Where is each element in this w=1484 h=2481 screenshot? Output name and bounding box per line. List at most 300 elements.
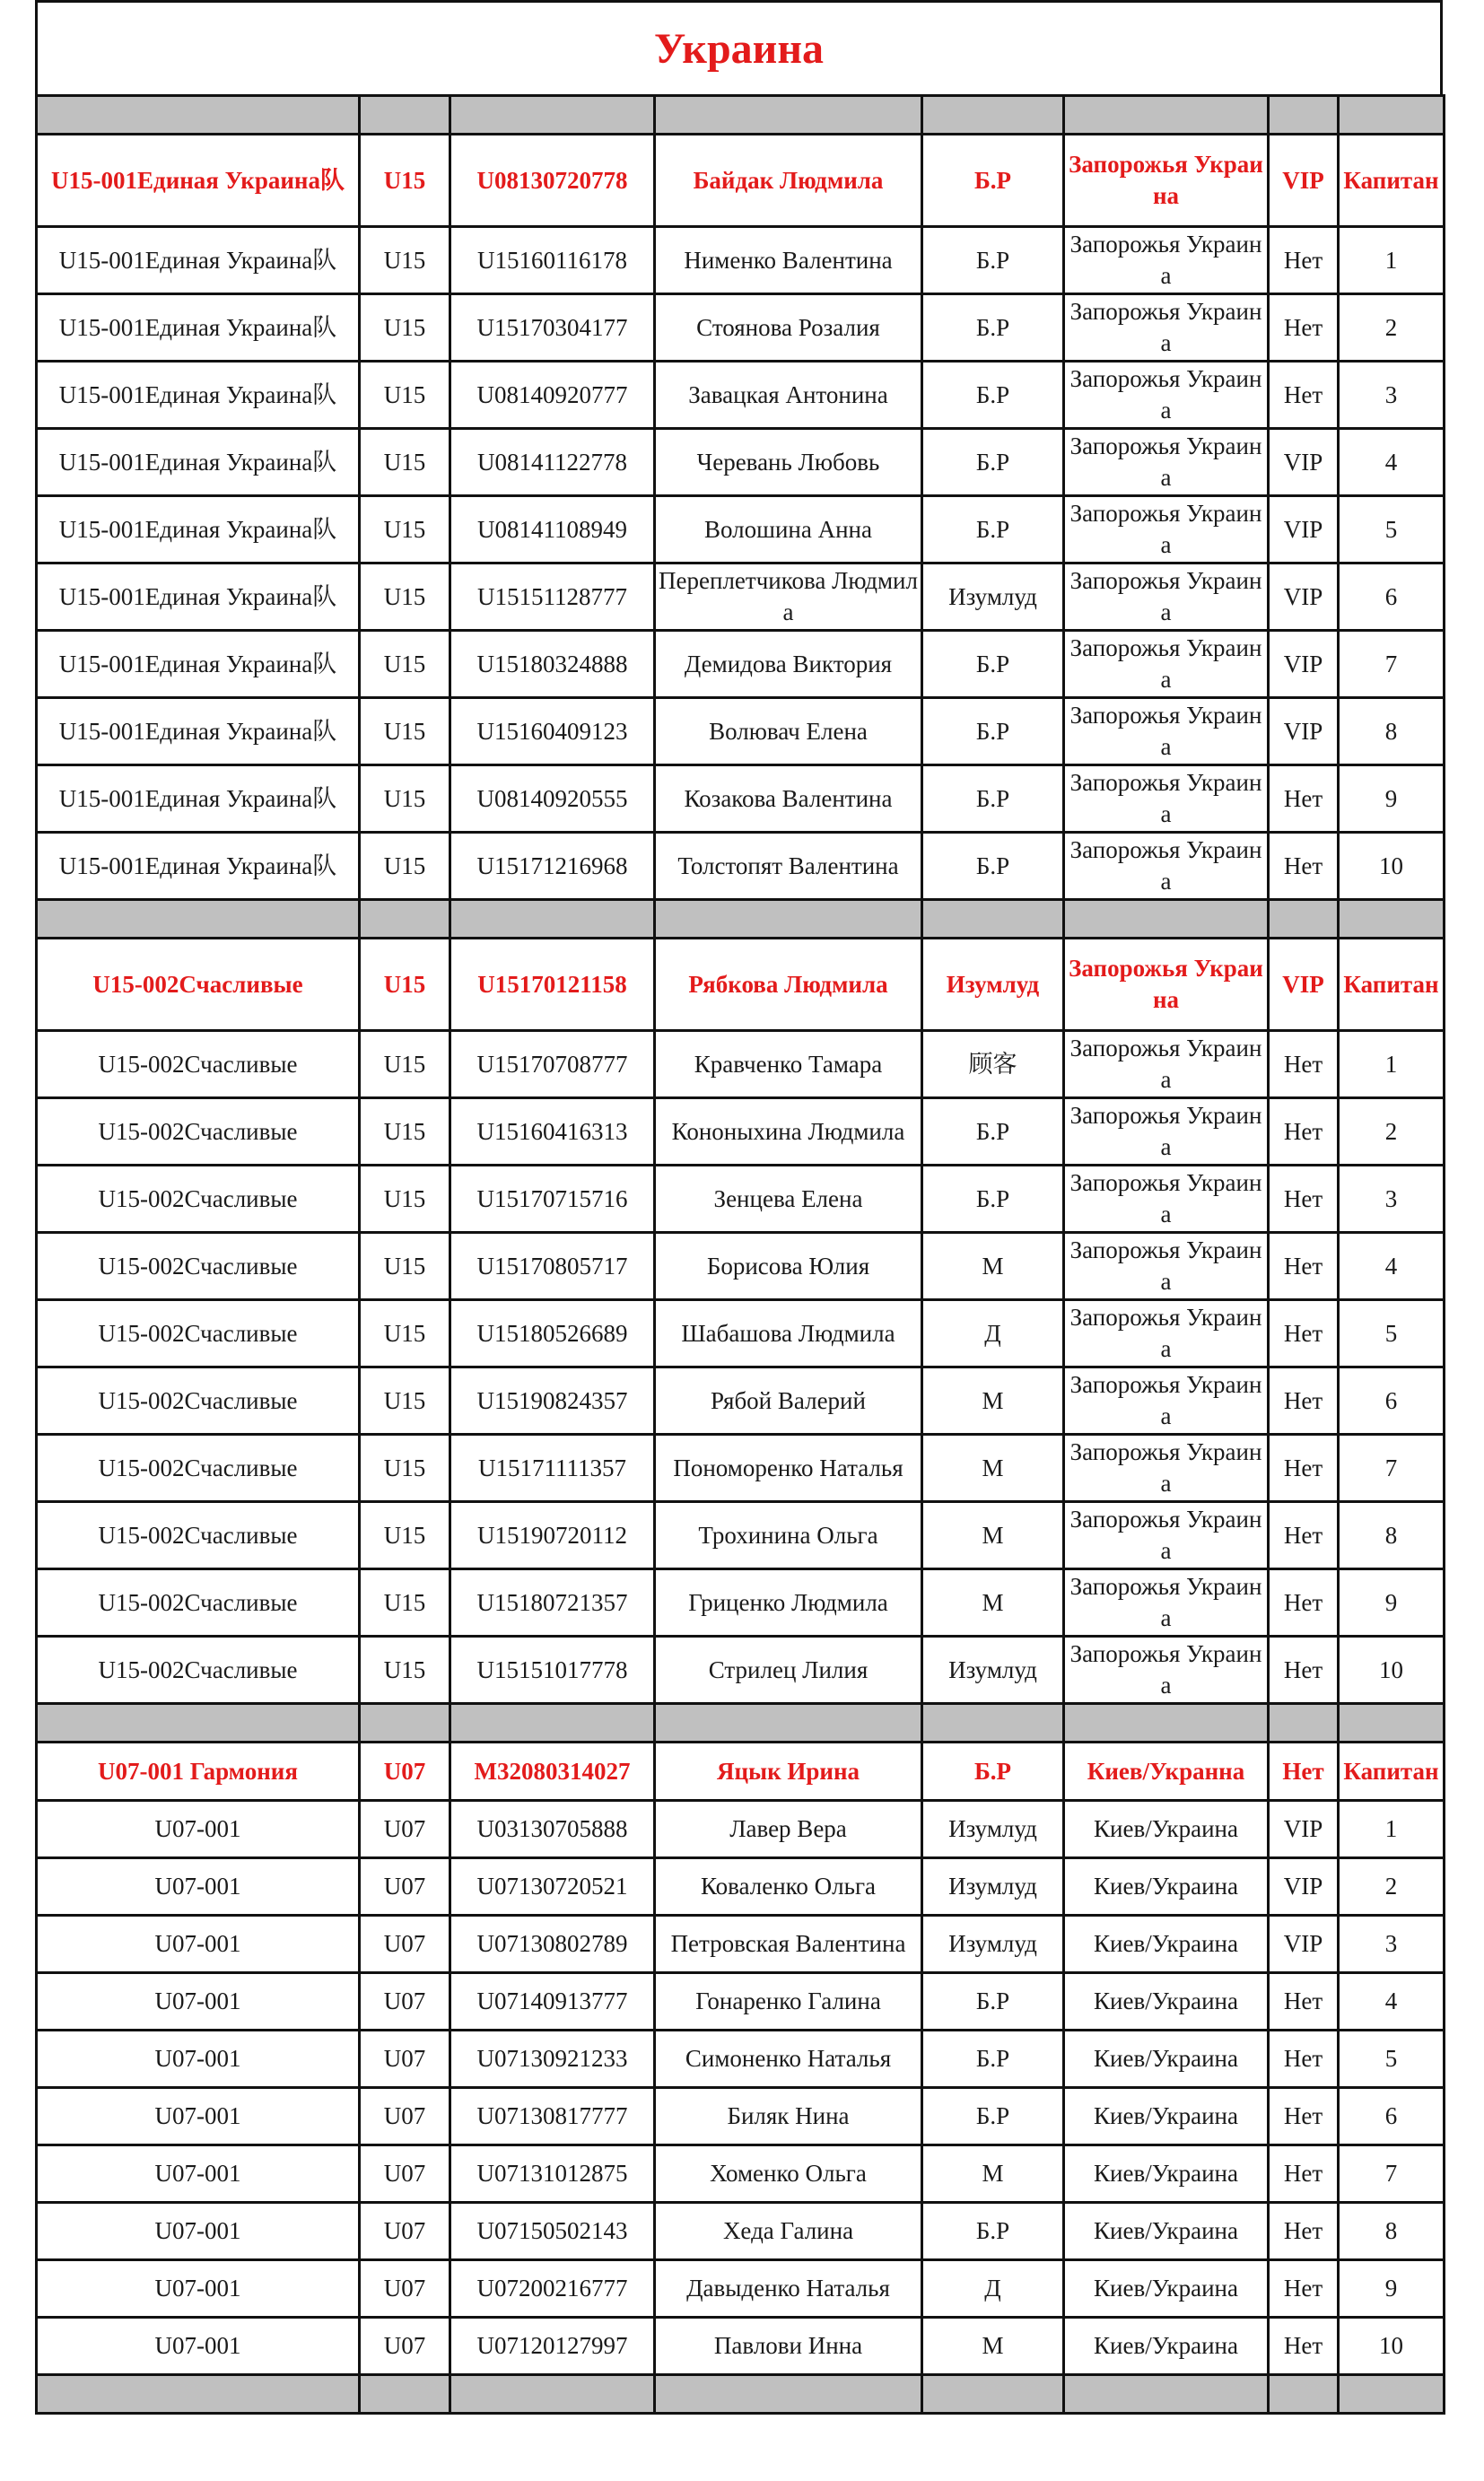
cell-id: U15160409123 xyxy=(450,698,655,765)
cell-id: U15170715716 xyxy=(450,1166,655,1233)
cell-role: 3 xyxy=(1339,362,1445,429)
cell-name: Павлови Инна xyxy=(655,2318,922,2375)
cell-id: U15170304177 xyxy=(450,294,655,362)
member-row xyxy=(37,2203,1445,2260)
cell-name: Козакова Валентина xyxy=(655,765,922,833)
cell-name: Шабашова Людмила xyxy=(655,1300,922,1367)
cell-id: U15190720112 xyxy=(450,1502,655,1569)
member-row xyxy=(37,2318,1445,2375)
cell-team: U15-002Счасливые xyxy=(37,1367,360,1435)
cell-code: U15 xyxy=(360,294,450,362)
cell-code: U07 xyxy=(360,1973,450,2031)
cell-code: U07 xyxy=(360,1916,450,1973)
cell-team: U15-002Счасливые xyxy=(37,1233,360,1300)
cell-rank: Б.Р xyxy=(922,1098,1064,1166)
cell-name: Лавер Вера xyxy=(655,1801,922,1858)
cell-city: Киев/Украина xyxy=(1064,2318,1269,2375)
cell-vip: Нет xyxy=(1269,1031,1339,1098)
member-row xyxy=(37,1166,1445,1233)
cell-role: Капитан xyxy=(1339,939,1445,1031)
cell-vip: Нет xyxy=(1269,362,1339,429)
cell-role: 4 xyxy=(1339,429,1445,496)
member-row xyxy=(37,1569,1445,1637)
cell-name: Черевань Любовь xyxy=(655,429,922,496)
cell-vip: Нет xyxy=(1269,1743,1339,1801)
captain-row xyxy=(37,135,1445,227)
cell-vip: Нет xyxy=(1269,1435,1339,1502)
cell-id: U15180721357 xyxy=(450,1569,655,1637)
cell-team: U07-001 xyxy=(37,1858,360,1916)
cell-rank: Изумлуд xyxy=(922,563,1064,631)
cell-city: Запорожья Украина xyxy=(1064,1233,1269,1300)
cell-id: U07200216777 xyxy=(450,2260,655,2318)
member-row xyxy=(37,1973,1445,2031)
cell-code: U07 xyxy=(360,2031,450,2088)
member-row xyxy=(37,429,1445,496)
cell-vip: Нет xyxy=(1269,2031,1339,2088)
cell-id: U15171216968 xyxy=(450,833,655,900)
member-row xyxy=(37,1801,1445,1858)
cell-name: Хеда Галина xyxy=(655,2203,922,2260)
captain-row xyxy=(37,1743,1445,1801)
separator-cell xyxy=(37,96,360,135)
cell-vip: Нет xyxy=(1269,1502,1339,1569)
member-row xyxy=(37,1367,1445,1435)
cell-vip: VIP xyxy=(1269,1916,1339,1973)
cell-vip: Нет xyxy=(1269,2260,1339,2318)
cell-code: U07 xyxy=(360,1858,450,1916)
cell-code: U07 xyxy=(360,1801,450,1858)
cell-code: U15 xyxy=(360,1098,450,1166)
cell-rank: М xyxy=(922,1367,1064,1435)
cell-id: U03130705888 xyxy=(450,1801,655,1858)
cell-name: Борисова Юлия xyxy=(655,1233,922,1300)
cell-team: U07-001 xyxy=(37,1973,360,2031)
cell-name: Хоменко Ольга xyxy=(655,2145,922,2203)
cell-vip: VIP xyxy=(1269,939,1339,1031)
cell-id: U07150502143 xyxy=(450,2203,655,2260)
captain-row xyxy=(37,939,1445,1031)
cell-role: 3 xyxy=(1339,1916,1445,1973)
page-title: Украина xyxy=(35,0,1443,94)
cell-role: 2 xyxy=(1339,1858,1445,1916)
member-row xyxy=(37,1637,1445,1704)
cell-city: Запорожья Украина xyxy=(1064,227,1269,294)
cell-team: U15-001Единая Украина队 xyxy=(37,227,360,294)
cell-vip: Нет xyxy=(1269,2145,1339,2203)
cell-team: U15-001Единая Украина队 xyxy=(37,765,360,833)
cell-id: U08141108949 xyxy=(450,496,655,563)
cell-team: U15-002Счасливые xyxy=(37,1435,360,1502)
member-row xyxy=(37,362,1445,429)
cell-name: Байдак Людмила xyxy=(655,135,922,227)
cell-id: U15170708777 xyxy=(450,1031,655,1098)
separator-row xyxy=(37,1704,1445,1743)
cell-code: U15 xyxy=(360,1031,450,1098)
cell-id: U15160416313 xyxy=(450,1098,655,1166)
cell-id: M32080314027 xyxy=(450,1743,655,1801)
cell-rank: М xyxy=(922,2318,1064,2375)
cell-code: U15 xyxy=(360,429,450,496)
cell-vip: Нет xyxy=(1269,2088,1339,2145)
cell-city: Запорожья Украина xyxy=(1064,698,1269,765)
member-row xyxy=(37,2031,1445,2088)
cell-rank: Б.Р xyxy=(922,135,1064,227)
cell-name: Волошина Анна xyxy=(655,496,922,563)
cell-vip: Нет xyxy=(1269,1367,1339,1435)
cell-rank: Б.Р xyxy=(922,765,1064,833)
cell-name: Гриценко Людмила xyxy=(655,1569,922,1637)
cell-vip: Нет xyxy=(1269,765,1339,833)
cell-team: U15-001Единая Украина队 xyxy=(37,135,360,227)
separator-cell xyxy=(922,1704,1064,1743)
cell-role: 2 xyxy=(1339,294,1445,362)
member-row xyxy=(37,631,1445,698)
cell-team: U07-001 xyxy=(37,1916,360,1973)
separator-row xyxy=(37,900,1445,939)
member-row xyxy=(37,1435,1445,1502)
cell-city: Запорожья Украина xyxy=(1064,294,1269,362)
cell-role: 7 xyxy=(1339,631,1445,698)
cell-rank: Б.Р xyxy=(922,362,1064,429)
cell-city: Запорожья Украина xyxy=(1064,429,1269,496)
separator-row xyxy=(37,2375,1445,2414)
cell-team: U15-001Единая Украина队 xyxy=(37,362,360,429)
cell-rank: Б.Р xyxy=(922,2031,1064,2088)
separator-cell xyxy=(922,96,1064,135)
cell-code: U07 xyxy=(360,2203,450,2260)
cell-code: U15 xyxy=(360,833,450,900)
cell-city: Запорожья Украина xyxy=(1064,1637,1269,1704)
cell-city: Киев/Украина xyxy=(1064,1858,1269,1916)
cell-team: U15-001Единая Украина队 xyxy=(37,563,360,631)
cell-vip: Нет xyxy=(1269,1166,1339,1233)
cell-id: U08130720778 xyxy=(450,135,655,227)
cell-rank: Изумлуд xyxy=(922,1916,1064,1973)
separator-cell xyxy=(450,900,655,939)
cell-id: U07130921233 xyxy=(450,2031,655,2088)
separator-cell xyxy=(1064,2375,1269,2414)
member-row xyxy=(37,496,1445,563)
cell-city: Запорожья Украина xyxy=(1064,631,1269,698)
cell-id: U15160116178 xyxy=(450,227,655,294)
cell-rank: Б.Р xyxy=(922,227,1064,294)
cell-city: Киев/Украина xyxy=(1064,1973,1269,2031)
cell-id: U08140920777 xyxy=(450,362,655,429)
cell-rank: Б.Р xyxy=(922,833,1064,900)
cell-city: Запорожья Украина xyxy=(1064,1435,1269,1502)
cell-rank: Б.Р xyxy=(922,1743,1064,1801)
cell-city: Запорожья Украина xyxy=(1064,362,1269,429)
member-row xyxy=(37,1098,1445,1166)
cell-id: U15151128777 xyxy=(450,563,655,631)
cell-role: 3 xyxy=(1339,1166,1445,1233)
cell-code: U15 xyxy=(360,1166,450,1233)
separator-cell xyxy=(655,900,922,939)
cell-team: U15-001Единая Украина队 xyxy=(37,294,360,362)
cell-rank: Д xyxy=(922,1300,1064,1367)
cell-code: U15 xyxy=(360,496,450,563)
cell-name: Стрилец Лилия xyxy=(655,1637,922,1704)
cell-rank: Изумлуд xyxy=(922,939,1064,1031)
member-row xyxy=(37,1300,1445,1367)
separator-cell xyxy=(1339,900,1445,939)
cell-city: Запорожья Украина xyxy=(1064,1569,1269,1637)
separator-cell xyxy=(1064,900,1269,939)
cell-code: U15 xyxy=(360,1367,450,1435)
separator-cell xyxy=(1064,96,1269,135)
cell-team: U15-002Счасливые xyxy=(37,1098,360,1166)
cell-role: 9 xyxy=(1339,765,1445,833)
member-row xyxy=(37,1502,1445,1569)
cell-city: Запорожья Украина xyxy=(1064,1367,1269,1435)
cell-name: Пономоренко Наталья xyxy=(655,1435,922,1502)
cell-city: Киев/Украина xyxy=(1064,2031,1269,2088)
cell-city: Киев/Украина xyxy=(1064,1801,1269,1858)
cell-role: 10 xyxy=(1339,833,1445,900)
cell-rank: Б.Р xyxy=(922,631,1064,698)
cell-vip: VIP xyxy=(1269,1801,1339,1858)
cell-role: 4 xyxy=(1339,1233,1445,1300)
cell-city: Запорожья Украина xyxy=(1064,1031,1269,1098)
cell-vip: Нет xyxy=(1269,833,1339,900)
cell-city: Запорожья Украина xyxy=(1064,1502,1269,1569)
cell-team: U15-001Единая Украина队 xyxy=(37,833,360,900)
cell-name: Петровская Валентина xyxy=(655,1916,922,1973)
cell-code: U15 xyxy=(360,227,450,294)
cell-rank: Б.Р xyxy=(922,2203,1064,2260)
cell-role: 8 xyxy=(1339,1502,1445,1569)
cell-id: U15180324888 xyxy=(450,631,655,698)
separator-cell xyxy=(922,2375,1064,2414)
cell-city: Киев/Украина xyxy=(1064,1916,1269,1973)
cell-role: 5 xyxy=(1339,496,1445,563)
cell-city: Запорожья Украина xyxy=(1064,765,1269,833)
cell-vip: Нет xyxy=(1269,1637,1339,1704)
cell-name: Зенцева Елена xyxy=(655,1166,922,1233)
separator-cell xyxy=(1269,1704,1339,1743)
cell-code: U15 xyxy=(360,765,450,833)
cell-city: Запорожья Украина xyxy=(1064,1166,1269,1233)
cell-team: U07-001 xyxy=(37,2031,360,2088)
separator-cell xyxy=(450,1704,655,1743)
cell-city: Запорожья Украина xyxy=(1064,939,1269,1031)
cell-code: U07 xyxy=(360,2260,450,2318)
cell-id: U07130817777 xyxy=(450,2088,655,2145)
cell-team: U07-001 xyxy=(37,2145,360,2203)
cell-name: Стоянова Розалия xyxy=(655,294,922,362)
separator-cell xyxy=(37,1704,360,1743)
cell-role: 4 xyxy=(1339,1973,1445,2031)
cell-vip: Нет xyxy=(1269,294,1339,362)
cell-rank: М xyxy=(922,1502,1064,1569)
cell-vip: VIP xyxy=(1269,631,1339,698)
cell-team: U07-001 xyxy=(37,2203,360,2260)
cell-city: Киев/Украина xyxy=(1064,2203,1269,2260)
cell-team: U15-002Счасливые xyxy=(37,1031,360,1098)
cell-code: U07 xyxy=(360,1743,450,1801)
member-row xyxy=(37,227,1445,294)
cell-city: Запорожья Украина xyxy=(1064,496,1269,563)
separator-cell xyxy=(1339,96,1445,135)
cell-city: Запорожья Украина xyxy=(1064,135,1269,227)
separator-cell xyxy=(655,2375,922,2414)
cell-id: U15170805717 xyxy=(450,1233,655,1300)
cell-id: U15190824357 xyxy=(450,1367,655,1435)
member-row xyxy=(37,2145,1445,2203)
cell-rank: М xyxy=(922,1435,1064,1502)
cell-team: U15-002Счасливые xyxy=(37,1166,360,1233)
cell-vip: Нет xyxy=(1269,1233,1339,1300)
cell-role: 5 xyxy=(1339,2031,1445,2088)
cell-role: Капитан xyxy=(1339,1743,1445,1801)
cell-role: 6 xyxy=(1339,1367,1445,1435)
cell-vip: Нет xyxy=(1269,227,1339,294)
separator-cell xyxy=(360,900,450,939)
member-row xyxy=(37,698,1445,765)
cell-team: U15-001Единая Украина队 xyxy=(37,698,360,765)
cell-name: Трохинина Ольга xyxy=(655,1502,922,1569)
cell-vip: VIP xyxy=(1269,429,1339,496)
cell-vip: VIP xyxy=(1269,496,1339,563)
cell-code: U15 xyxy=(360,1233,450,1300)
separator-cell xyxy=(1064,1704,1269,1743)
cell-name: Толстопят Валентина xyxy=(655,833,922,900)
cell-team: U07-001 xyxy=(37,2088,360,2145)
cell-team: U07-001 xyxy=(37,2318,360,2375)
cell-city: Запорожья Украина xyxy=(1064,1098,1269,1166)
cell-role: 8 xyxy=(1339,698,1445,765)
cell-id: U15171111357 xyxy=(450,1435,655,1502)
cell-code: U15 xyxy=(360,631,450,698)
cell-code: U15 xyxy=(360,1435,450,1502)
separator-cell xyxy=(1269,2375,1339,2414)
member-row xyxy=(37,833,1445,900)
cell-name: Рябой Валерий xyxy=(655,1367,922,1435)
cell-code: U15 xyxy=(360,563,450,631)
cell-vip: Нет xyxy=(1269,2203,1339,2260)
cell-vip: Нет xyxy=(1269,1569,1339,1637)
member-row xyxy=(37,2088,1445,2145)
cell-rank: Изумлуд xyxy=(922,1858,1064,1916)
cell-vip: VIP xyxy=(1269,135,1339,227)
cell-vip: VIP xyxy=(1269,563,1339,631)
cell-role: 2 xyxy=(1339,1098,1445,1166)
cell-city: Киев/Украина xyxy=(1064,2260,1269,2318)
member-row xyxy=(37,1916,1445,1973)
separator-cell xyxy=(360,2375,450,2414)
cell-code: U15 xyxy=(360,939,450,1031)
cell-rank: М xyxy=(922,1233,1064,1300)
cell-rank: Изумлуд xyxy=(922,1637,1064,1704)
cell-city: Киев/Украина xyxy=(1064,2145,1269,2203)
cell-team: U07-001 xyxy=(37,2260,360,2318)
cell-rank: Б.Р xyxy=(922,294,1064,362)
cell-role: 1 xyxy=(1339,1801,1445,1858)
member-row xyxy=(37,1858,1445,1916)
cell-role: 5 xyxy=(1339,1300,1445,1367)
cell-rank: Б.Р xyxy=(922,496,1064,563)
cell-vip: Нет xyxy=(1269,1098,1339,1166)
member-row xyxy=(37,1031,1445,1098)
separator-cell xyxy=(360,96,450,135)
cell-code: U15 xyxy=(360,1569,450,1637)
cell-city: Запорожья Украина xyxy=(1064,1300,1269,1367)
cell-rank: Б.Р xyxy=(922,1973,1064,2031)
cell-rank: Б.Р xyxy=(922,2088,1064,2145)
cell-city: Запорожья Украина xyxy=(1064,833,1269,900)
roster-table xyxy=(35,94,1445,2415)
cell-code: U15 xyxy=(360,1300,450,1367)
cell-role: 9 xyxy=(1339,2260,1445,2318)
cell-role: 9 xyxy=(1339,1569,1445,1637)
member-row xyxy=(37,294,1445,362)
cell-role: 7 xyxy=(1339,2145,1445,2203)
separator-cell xyxy=(1339,1704,1445,1743)
cell-team: U15-002Счасливые xyxy=(37,1502,360,1569)
roster-sheet xyxy=(35,0,1443,2415)
cell-rank: Б.Р xyxy=(922,1166,1064,1233)
separator-cell xyxy=(655,96,922,135)
cell-city: Запорожья Украина xyxy=(1064,563,1269,631)
separator-cell xyxy=(655,1704,922,1743)
cell-role: 1 xyxy=(1339,1031,1445,1098)
cell-id: U07130802789 xyxy=(450,1916,655,1973)
cell-name: Переплетчикова Людмила xyxy=(655,563,922,631)
cell-name: Завацкая Антонина xyxy=(655,362,922,429)
cell-name: Нименко Валентина xyxy=(655,227,922,294)
member-row xyxy=(37,563,1445,631)
cell-role: 10 xyxy=(1339,2318,1445,2375)
cell-name: Коваленко Ольга xyxy=(655,1858,922,1916)
cell-team: U15-001Единая Украина队 xyxy=(37,429,360,496)
separator-cell xyxy=(1269,96,1339,135)
cell-city: Киев/Украина xyxy=(1064,2088,1269,2145)
cell-name: Биляк Нина xyxy=(655,2088,922,2145)
cell-code: U07 xyxy=(360,2088,450,2145)
cell-team: U15-002Счасливые xyxy=(37,1569,360,1637)
cell-code: U07 xyxy=(360,2145,450,2203)
cell-team: U15-002Счасливые xyxy=(37,939,360,1031)
cell-id: U07130720521 xyxy=(450,1858,655,1916)
cell-name: Кононыхина Людмила xyxy=(655,1098,922,1166)
cell-name: Давыденко Наталья xyxy=(655,2260,922,2318)
cell-rank: Б.Р xyxy=(922,429,1064,496)
cell-vip: Нет xyxy=(1269,2318,1339,2375)
cell-team: U15-001Единая Украина队 xyxy=(37,631,360,698)
separator-cell xyxy=(1339,2375,1445,2414)
cell-id: U15170121158 xyxy=(450,939,655,1031)
cell-id: U07120127997 xyxy=(450,2318,655,2375)
cell-rank: Изумлуд xyxy=(922,1801,1064,1858)
separator-cell xyxy=(37,900,360,939)
cell-vip: VIP xyxy=(1269,698,1339,765)
cell-role: Капитан xyxy=(1339,135,1445,227)
separator-cell xyxy=(1269,900,1339,939)
cell-rank: Д xyxy=(922,2260,1064,2318)
separator-cell xyxy=(450,96,655,135)
cell-name: Кравченко Тамара xyxy=(655,1031,922,1098)
cell-code: U15 xyxy=(360,1502,450,1569)
cell-role: 8 xyxy=(1339,2203,1445,2260)
cell-team: U15-001Единая Украина队 xyxy=(37,496,360,563)
cell-id: U07140913777 xyxy=(450,1973,655,2031)
cell-name: Симоненко Наталья xyxy=(655,2031,922,2088)
cell-role: 7 xyxy=(1339,1435,1445,1502)
cell-code: U15 xyxy=(360,698,450,765)
cell-code: U15 xyxy=(360,362,450,429)
cell-id: U15180526689 xyxy=(450,1300,655,1367)
